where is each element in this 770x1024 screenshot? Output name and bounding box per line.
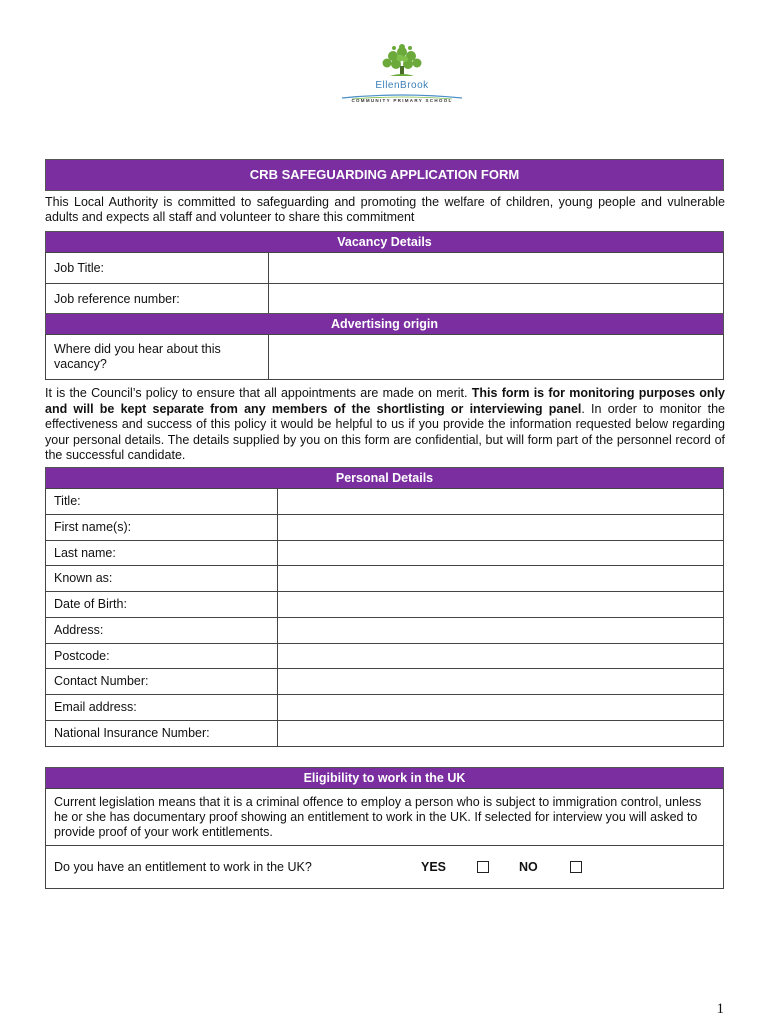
national-insurance-field[interactable] [281,723,725,746]
tree-logo-icon [338,42,466,82]
column-divider [268,252,269,314]
postcode-label: Postcode: [54,649,110,663]
row-divider [45,514,724,515]
national-insurance-label: National Insurance Number: [54,726,210,740]
known-as-field[interactable] [281,568,725,591]
first-name-label: First name(s): [54,520,132,534]
advertising-answer-field[interactable] [272,337,724,381]
eligibility-header: Eligibility to work in the UK [45,767,724,789]
policy-text [45,386,725,464]
postcode-field[interactable] [281,646,725,668]
advertising-question-label: Where did you hear about this vacancy? [54,342,221,371]
yes-checkbox[interactable] [477,861,489,873]
job-title-label: Job Title: [54,261,105,275]
address-label: Address: [54,623,104,637]
school-logo [338,42,466,108]
row-divider [45,845,724,846]
row-divider [45,694,724,695]
contact-number-label: Contact Number: [54,674,149,688]
no-label: NO [519,860,538,874]
page-number: 1 [716,1001,724,1017]
policy-text-part2: . In order to monitor the effectiveness and success of this policy it would be helpful to us if you provide the information requested below regarding your personal details. The details supplied by you on this form are confidential, but will form part of the personnel record of the successful candidate. [45,401,725,462]
job-title-field[interactable] [272,255,724,283]
row-divider [45,565,724,566]
personal-details-header: Personal Details [45,467,724,489]
yes-label: YES [421,860,447,874]
row-divider [45,617,724,618]
job-reference-field[interactable] [272,286,724,314]
row-divider [45,720,724,721]
eligibility-text: Current legislation means that it is a criminal offence to employ a person who is subject to immigration control, unless he or she has documentary proof showing an entitlement to work in the UK. If selected for interview you will asked to provide proof of your work entitlements. [54,795,702,839]
date-of-birth-field[interactable] [281,594,725,617]
advertising-origin-header: Advertising origin [45,313,724,335]
vacancy-details-header: Vacancy Details [45,231,724,253]
row-divider [45,643,724,644]
last-name-field[interactable] [281,543,725,565]
date-of-birth-label: Date of Birth: [54,597,127,611]
job-reference-label: Job reference number: [54,292,180,306]
last-name-label: Last name: [54,546,116,560]
row-divider [45,283,724,284]
intro-text: This Local Authority is committed to safeguarding and promoting the welfare of children, young people and vulnerable adults and expects all staff and volunteer to share this commitment [45,195,725,224]
no-checkbox[interactable] [570,861,582,873]
first-name-field[interactable] [281,517,725,540]
row-divider [45,668,724,669]
address-field[interactable] [281,620,725,643]
form-title: CRB SAFEGUARDING APPLICATION FORM [45,159,724,191]
row-divider [45,540,724,541]
title-field[interactable] [281,491,725,514]
email-address-field[interactable] [281,697,725,720]
email-address-label: Email address: [54,700,137,714]
known-as-label: Known as: [54,571,113,585]
contact-number-field[interactable] [281,671,725,694]
title-label: Title: [54,494,81,508]
policy-text-part1: It is the Council’s policy to ensure that all appointments are made on merit. [45,386,472,400]
logo-name: EllenBrook [375,80,429,91]
logo-subtitle: COMMUNITY PRIMARY SCHOOL [351,98,453,103]
column-divider [268,334,269,380]
work-entitlement-question: Do you have an entitlement to work in the UK? [54,860,312,874]
policy-text-bold: This form is for monitoring purposes only and will be kept separate from any members of the shortlisting or interviewing panel [45,386,725,416]
row-divider [45,591,724,592]
